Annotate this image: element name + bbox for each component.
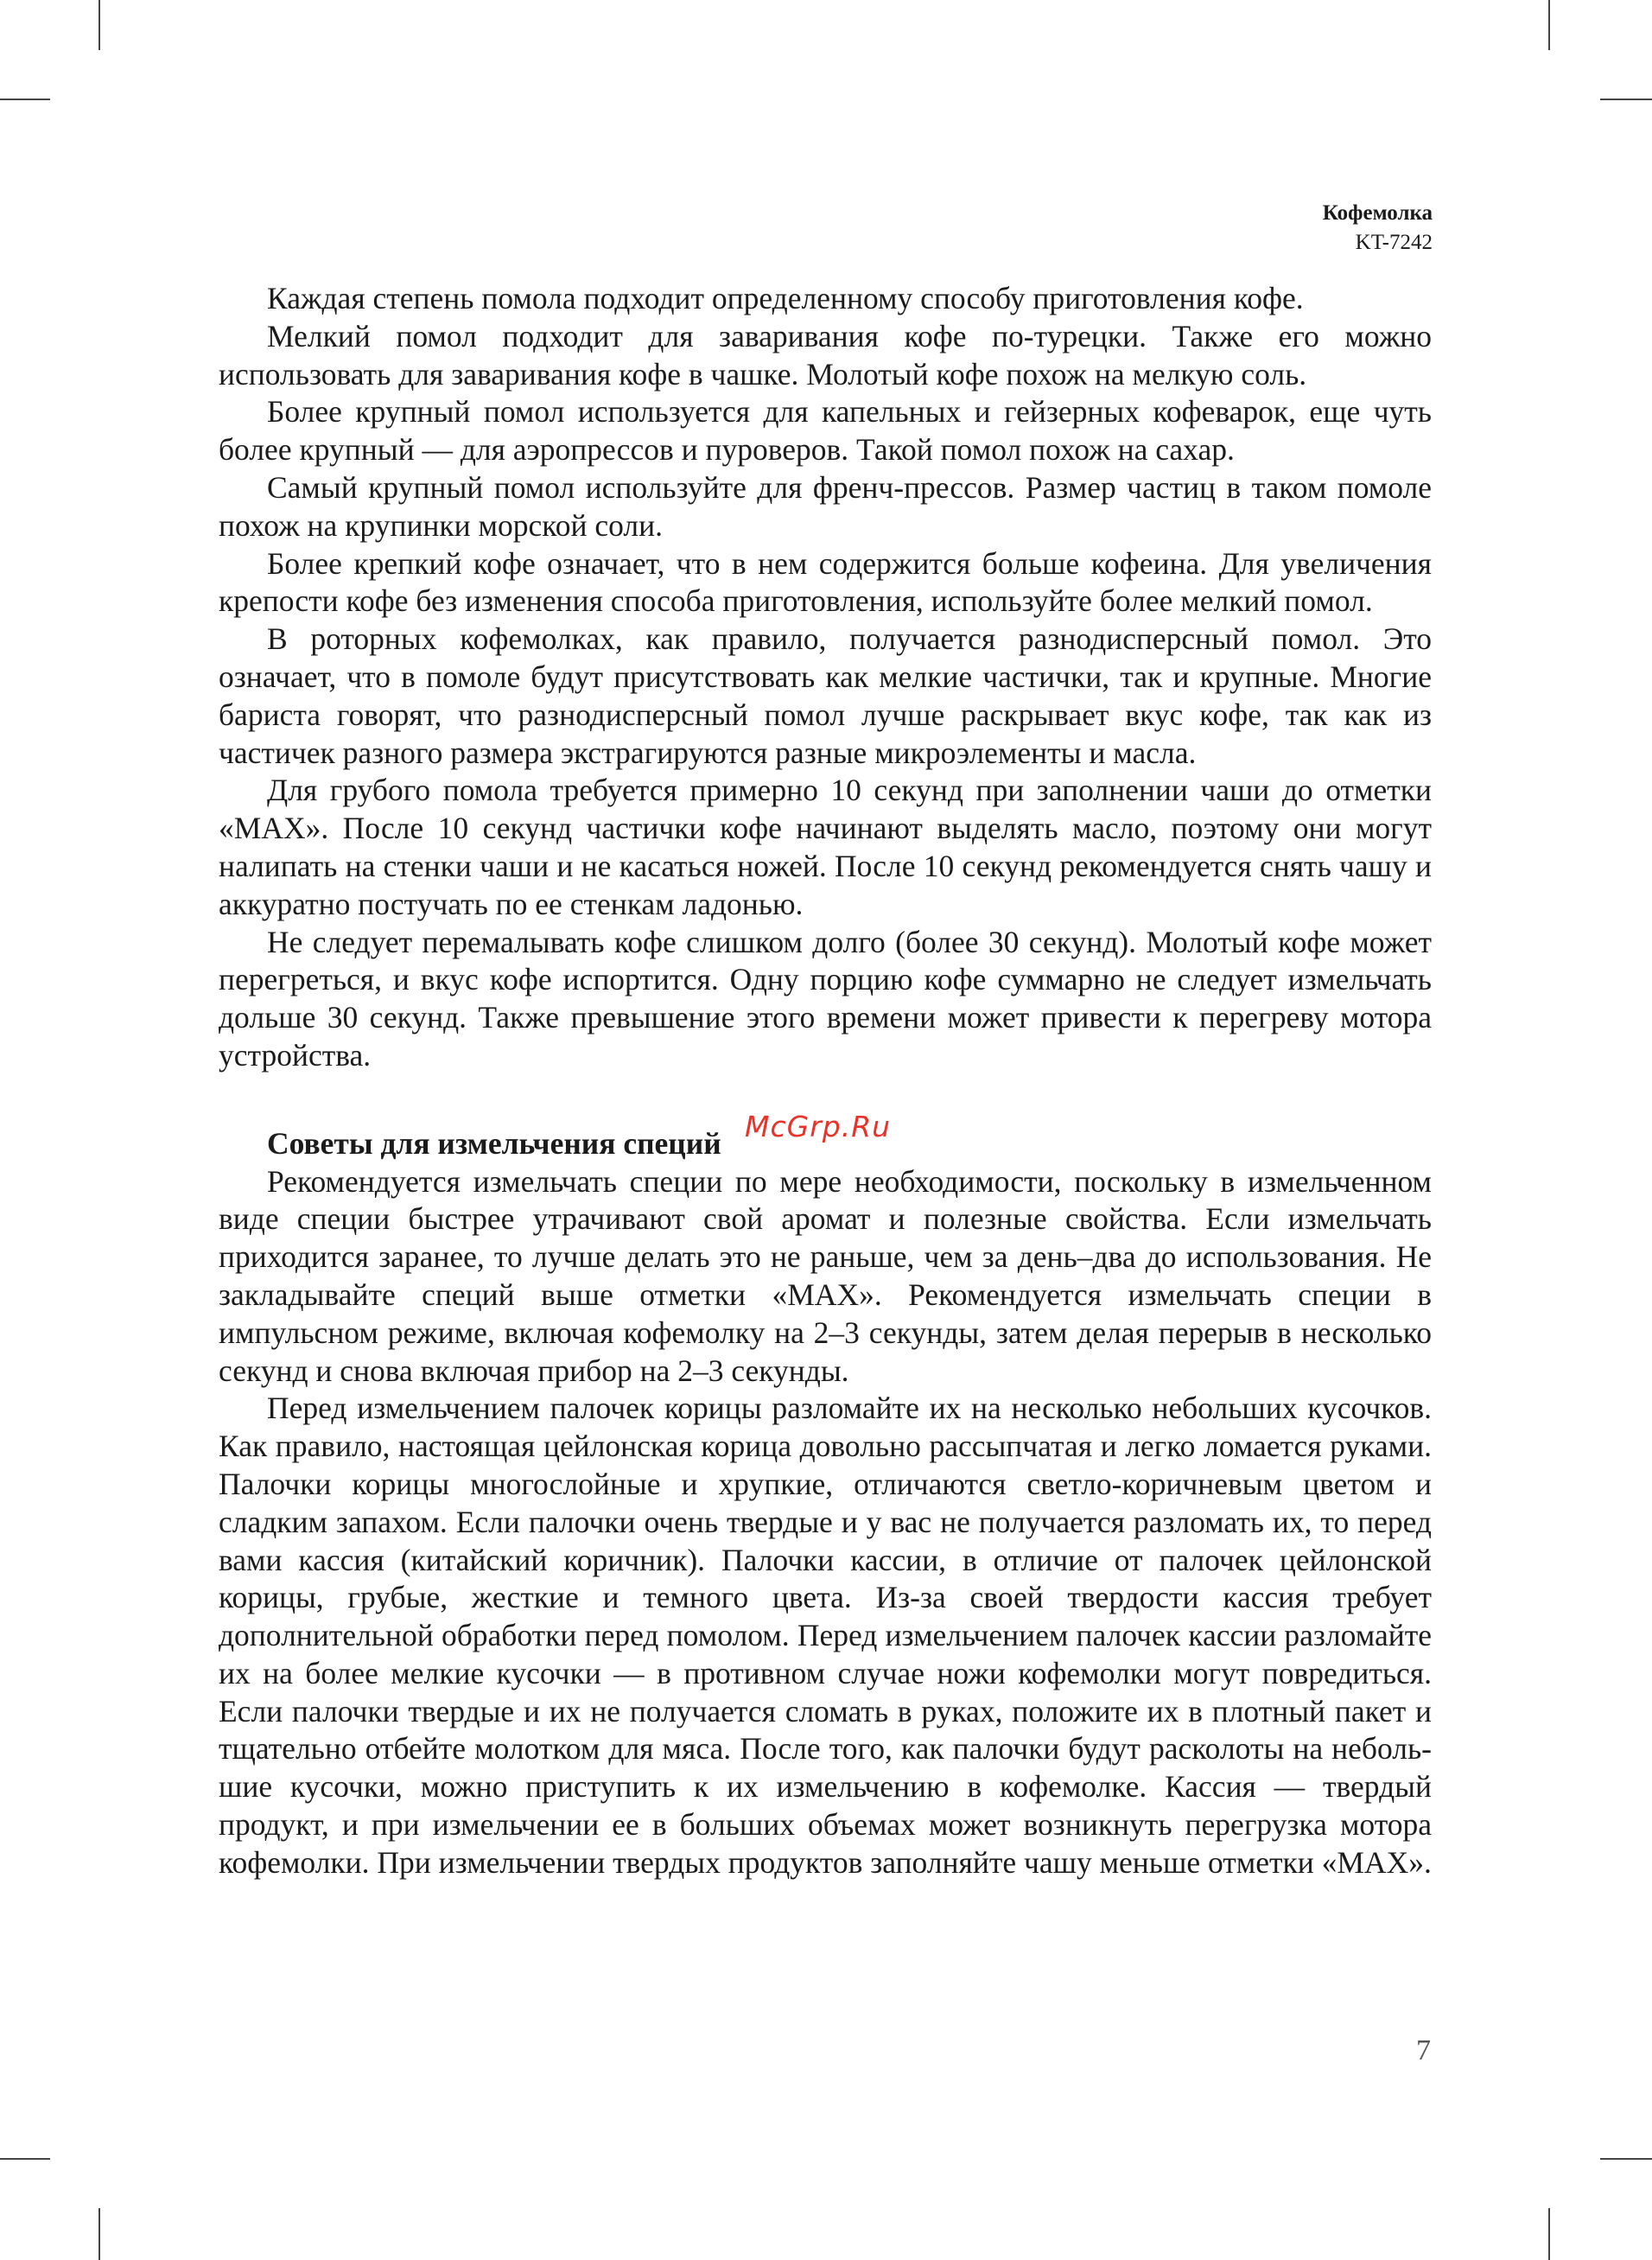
crop-mark-right-top [1600, 99, 1652, 100]
paragraph: Более крепкий кофе означает, что в нем содержится больше кофеина. Для увеличения крепости кофе без изменения способа приготовления, используйте более мелкий помол. [219, 545, 1432, 619]
paragraph: Каждая степень помола подходит определенному способу приготовления кофе. [267, 281, 1304, 315]
paragraph: Для грубого помола требуется примерно 10 секунд при заполнении чаши до отметки «MAX». После 10 секунд частички кофе начинают выделять масло, поэтому они могут налипать на стенки чаши и не касаться ножей. После 10 секунд рекомендуется снять чашу и аккуратно постучать по ее стенкам ладонью. [219, 773, 1432, 921]
crop-mark-bottom-right [1548, 2208, 1550, 2260]
header-model: KT-7242 [1355, 231, 1433, 254]
crop-mark-top-right [1548, 0, 1550, 50]
header-title: Кофемолка [1322, 201, 1433, 225]
paragraph: Мелкий помол подходит для заваривания кофе по-турецки. Также его можно использовать для заваривания кофе в чашке. Молотый кофе похож на мелкую соль. [219, 318, 1432, 392]
paragraph: Самый крупный помол используйте для френч-прессов. Размер частиц в таком помоле похож на крупинки морской соли. [219, 469, 1432, 543]
crop-mark-right-bottom [1600, 2158, 1652, 2160]
crop-mark-bottom-left [98, 2208, 100, 2260]
crop-mark-left-bottom [0, 2158, 50, 2160]
paragraph: Не следует перемалывать кофе слишком долго (более 30 секунд). Молотый кофе может перегреться, и вкус кофе испортится. Одну порцию кофе суммарно не следует измельчать дольше 30 секунд. Также превышение этого времени может привести к перегреву мотора устройства. [219, 924, 1432, 1073]
running-header [1323, 199, 1433, 258]
paragraph: Рекомендуется измельчать специи по мере необходимости, поскольку в измельченном виде специи быстрее утрачивают свой аромат и полезные свойства. Если измельчать приходится заранее, то лучше делать это не раньше, чем за день–два до использования. Не закладывайте специй выше отметки «MAX». Рекомендуется измельчать специи в импульсном режиме, включая кофемолку на 2–3 секунды, затем делая перерыв в несколько секунд и снова включая прибор на 2–3 секунды. [219, 1163, 1432, 1388]
crop-mark-top-left [98, 0, 100, 50]
paragraph: Перед измельчением палочек корицы разломайте их на несколько небольших кусочков. Как правило, настоящая цейлонская корица довольно рассыпчатая и легко ломается руками. Палочки корицы многослойные и хрупкие, отличаются светло-коричневым цветом и сладким запахом. Если палочки очень твердые и у вас не получается разломать их, то перед вами кассия (китайский коричник). Палочки кассии, в отличие от палочек цейлонской корицы, грубые, жесткие и темного цвета. Из-за своей твердости кассия требует дополнительной обработки перед помолом. Перед измельчением палочек кассии разломайте их на более мелкие кусочки — в противном случае ножи кофемолки могут повредиться. Если палочки твердые и их не получается сломать в руках, положите их в плотный пакет и тщательно отбейте молотком для мяса. После того, как палочки будут расколоты на небольшие кусочки, можно приступить к их измельчению в кофемолке. Кассия — твердый продукт, и при измельчении ее в больших объемах может возникнуть перегрузка мотора кофемолки. При измельчении твердых продуктов заполняйте чашу меньше отметки «MAX». [219, 1391, 1432, 1880]
paragraph: В роторных кофемолках, как правило, получается разнодисперсный помол. Это означает, что в помоле будут присутствовать как мелкие частички, так и крупные. Многие бариста говорят, что разнодисперсный помол лучше раскрывает вкус кофе, так как из частичек разного размера экстрагируются разные микроэлементы и масла. [219, 621, 1432, 770]
paragraph: Более крупный помол используется для капельных и гейзерных кофеварок, еще чуть более крупный — для аэропрессов и пуроверов. Такой помол похож на сахар. [219, 394, 1432, 468]
watermark: McGrp.Ru [745, 1110, 892, 1143]
section-heading: Советы для измельчения специй [267, 1125, 721, 1161]
page-number: 7 [1416, 2034, 1431, 2066]
crop-mark-left-top [0, 99, 50, 100]
body-text [219, 280, 1432, 1882]
